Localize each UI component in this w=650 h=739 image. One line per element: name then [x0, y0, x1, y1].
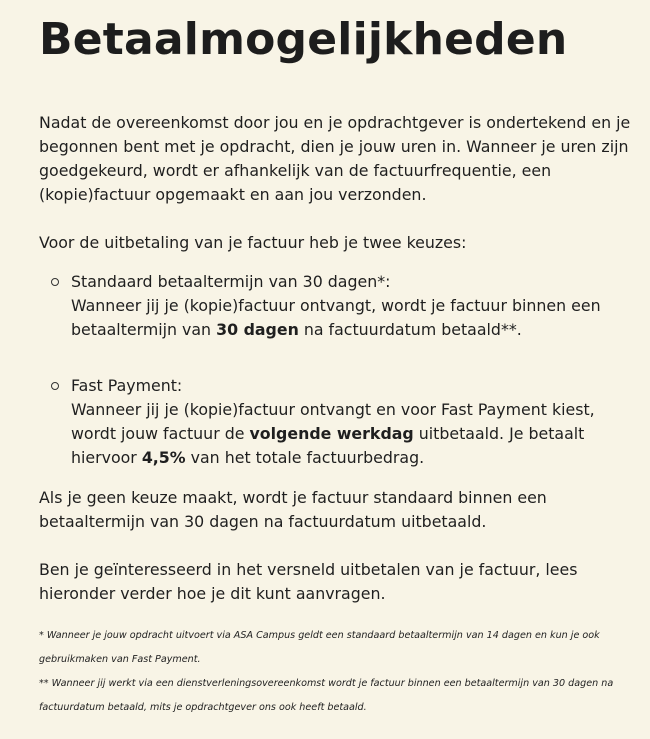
option-description: Wanneer jij je (kopie)factuur ontvangt, wordt je factuur binnen een betaaltermijn van 30 dagen na factuurdatum betaald**.	[71, 296, 601, 339]
footnote-2: ** Wanneer jij werkt via een dienstverleningsovereenkomst wordt je factuur binnen een betaaltermijn van 30 dagen na factuurdatum betaald, mits je opdrachtgever ons ook heeft betaald.	[39, 678, 614, 713]
choices-intro: Voor de uitbetaling van je factuur heb je twee keuzes:	[39, 233, 467, 252]
bold-term: volgende werkdag	[249, 424, 414, 443]
interest-paragraph: Ben je geïnteresseerd in het versneld uitbetalen van je factuur, lees hieronder verder hoe je dit kunt aanvragen.	[39, 560, 578, 603]
bold-term: 30 dagen	[216, 320, 299, 339]
option-standard-payment	[71, 270, 637, 342]
footnote-1: * Wanneer je jouw opdracht uitvoert via ASA Campus geldt een standaard betaaltermijn van 14 dagen en kun je ook gebruikmaken van Fast Payment.	[39, 630, 600, 665]
option-heading: Standaard betaaltermijn van 30 dagen*:	[71, 272, 391, 291]
page-title: Betaalmogelijkheden	[39, 14, 568, 65]
intro-paragraph: Nadat de overeenkomst door jou en je opdrachtgever is ondertekend en je begonnen bent met je opdracht, dien je jouw uren in. Wanneer je uren zijn goedgekeurd, wordt er afhankelijk van de factuurfrequentie, een (kopie)factuur opgemaakt en aan jou verzonden.	[39, 113, 631, 204]
circle-bullet-icon	[51, 278, 59, 286]
bold-percentage: 4,5%	[141, 448, 186, 467]
option-fast-payment	[71, 374, 637, 470]
option-heading: Fast Payment:	[71, 376, 183, 395]
no-choice-paragraph: Als je geen keuze maakt, wordt je factuur standaard binnen een betaaltermijn van 30 dagen na factuurdatum uitbetaald.	[39, 488, 547, 531]
circle-bullet-icon	[51, 382, 59, 390]
option-description: Wanneer jij je (kopie)factuur ontvangt en voor Fast Payment kiest, wordt jouw factuur de volgende werkdag uitbetaald. Je betaalt hiervoor 4,5% van het totale factuurbedrag.	[71, 400, 595, 467]
